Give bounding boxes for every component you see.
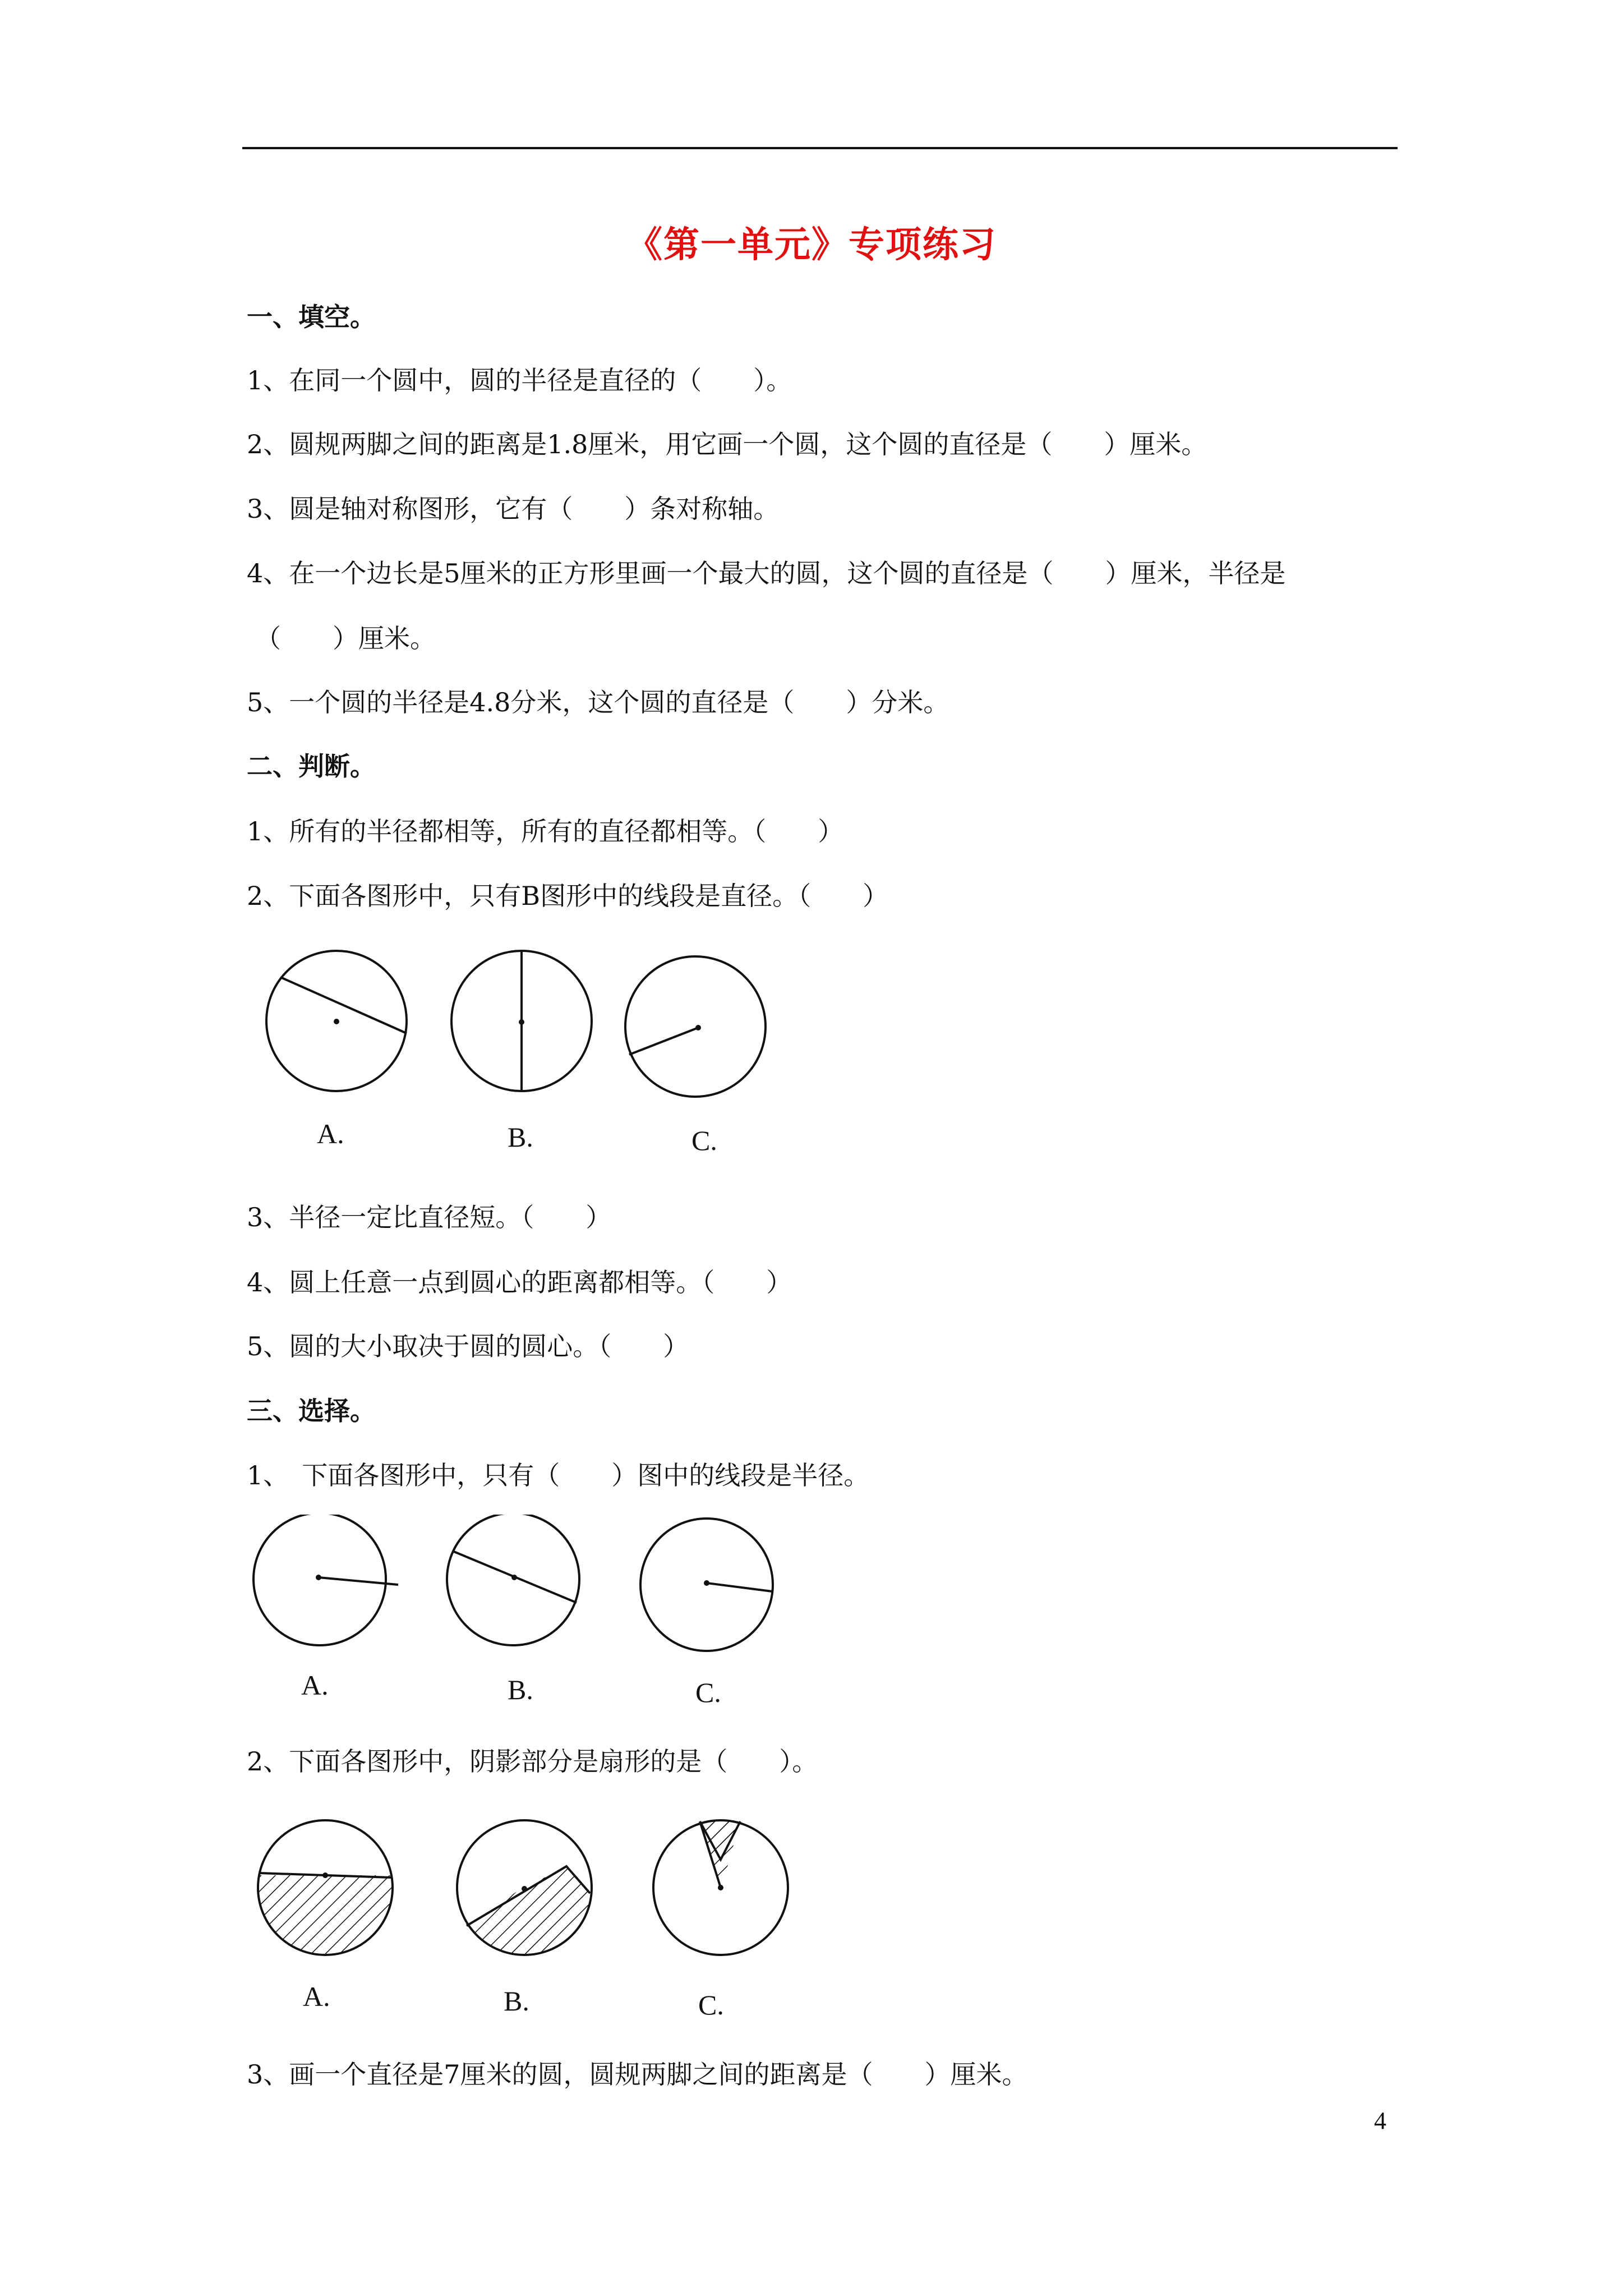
question-judge-3: 3、半径一定比直径短。（ ） xyxy=(247,1202,612,1232)
figure-label-c: C. xyxy=(695,1677,721,1708)
figure-c-sector-shaded xyxy=(653,1820,788,1955)
choice-2-figures xyxy=(247,1803,796,1972)
judge-2-figures xyxy=(247,948,785,1116)
figure-c-radius-circle xyxy=(625,956,766,1097)
question-fill-5: 5、一个圆的半径是4.8分米，这个圆的直径是（ ）分米。 xyxy=(247,687,949,717)
section-heading-fill: 一、填空。 xyxy=(247,302,376,332)
figure-label-c: C. xyxy=(691,1125,717,1156)
figure-label-a: A. xyxy=(303,1981,330,2012)
figure-label-b: B. xyxy=(508,1121,533,1153)
figure-a-chord-circle xyxy=(266,951,407,1091)
figure-label-b: B. xyxy=(508,1674,533,1705)
figure-label-c: C. xyxy=(698,1989,724,2021)
figure-b-polygon-shaded xyxy=(457,1820,592,1972)
figure-c-radius-circle xyxy=(640,1519,773,1651)
question-choice-2: 2、下面各图形中，阴影部分是扇形的是（ ）。 xyxy=(247,1746,818,1777)
page-title: 《第一单元》专项练习 xyxy=(626,224,997,266)
question-fill-4: 4、在一个边长是5厘米的正方形里画一个最大的圆，这个圆的直径是（ ）厘米，半径是 xyxy=(247,558,1286,588)
figure-label-a: A. xyxy=(317,1118,344,1149)
choice-1-figures xyxy=(247,1515,785,1660)
question-judge-1: 1、所有的半径都相等，所有的直径都相等。（ ） xyxy=(247,816,844,846)
figure-label-b: B. xyxy=(504,1985,529,2017)
question-fill-1: 1、在同一个圆中，圆的半径是直径的（ ）。 xyxy=(247,365,792,395)
question-fill-4-cont: （ ）厘米。 xyxy=(255,623,436,654)
figure-a-segment-shaded xyxy=(252,1820,404,1965)
question-judge-2: 2、下面各图形中，只有B图形中的线段是直径。（ ） xyxy=(247,881,889,911)
figure-b-diameter-circle xyxy=(447,1515,579,1645)
question-fill-2: 2、圆规两脚之间的距离是1.8厘米，用它画一个圆，这个圆的直径是（ ）厘米。 xyxy=(247,429,1207,459)
question-fill-3: 3、圆是轴对称图形，它有（ ）条对称轴。 xyxy=(247,494,780,524)
section-heading-choice: 三、选择。 xyxy=(247,1396,376,1426)
figure-label-a: A. xyxy=(301,1669,329,1701)
page-number: 4 xyxy=(1374,2107,1386,2134)
section-heading-judge: 二、判断。 xyxy=(247,751,376,781)
question-choice-3: 3、画一个直径是7厘米的圆，圆规两脚之间的距离是（ ）厘米。 xyxy=(247,2059,1028,2090)
question-choice-1: 1、 下面各图形中，只有（ ）图中的线段是半径。 xyxy=(247,1460,870,1490)
question-judge-5: 5、圆的大小取决于圆的圆心。（ ） xyxy=(247,1331,689,1361)
question-judge-4: 4、圆上任意一点到圆心的距离都相等。（ ） xyxy=(247,1267,792,1297)
figure-a-extended-line-circle xyxy=(253,1515,398,1645)
header-rule xyxy=(242,147,1398,149)
figure-b-diameter-circle xyxy=(451,951,592,1091)
